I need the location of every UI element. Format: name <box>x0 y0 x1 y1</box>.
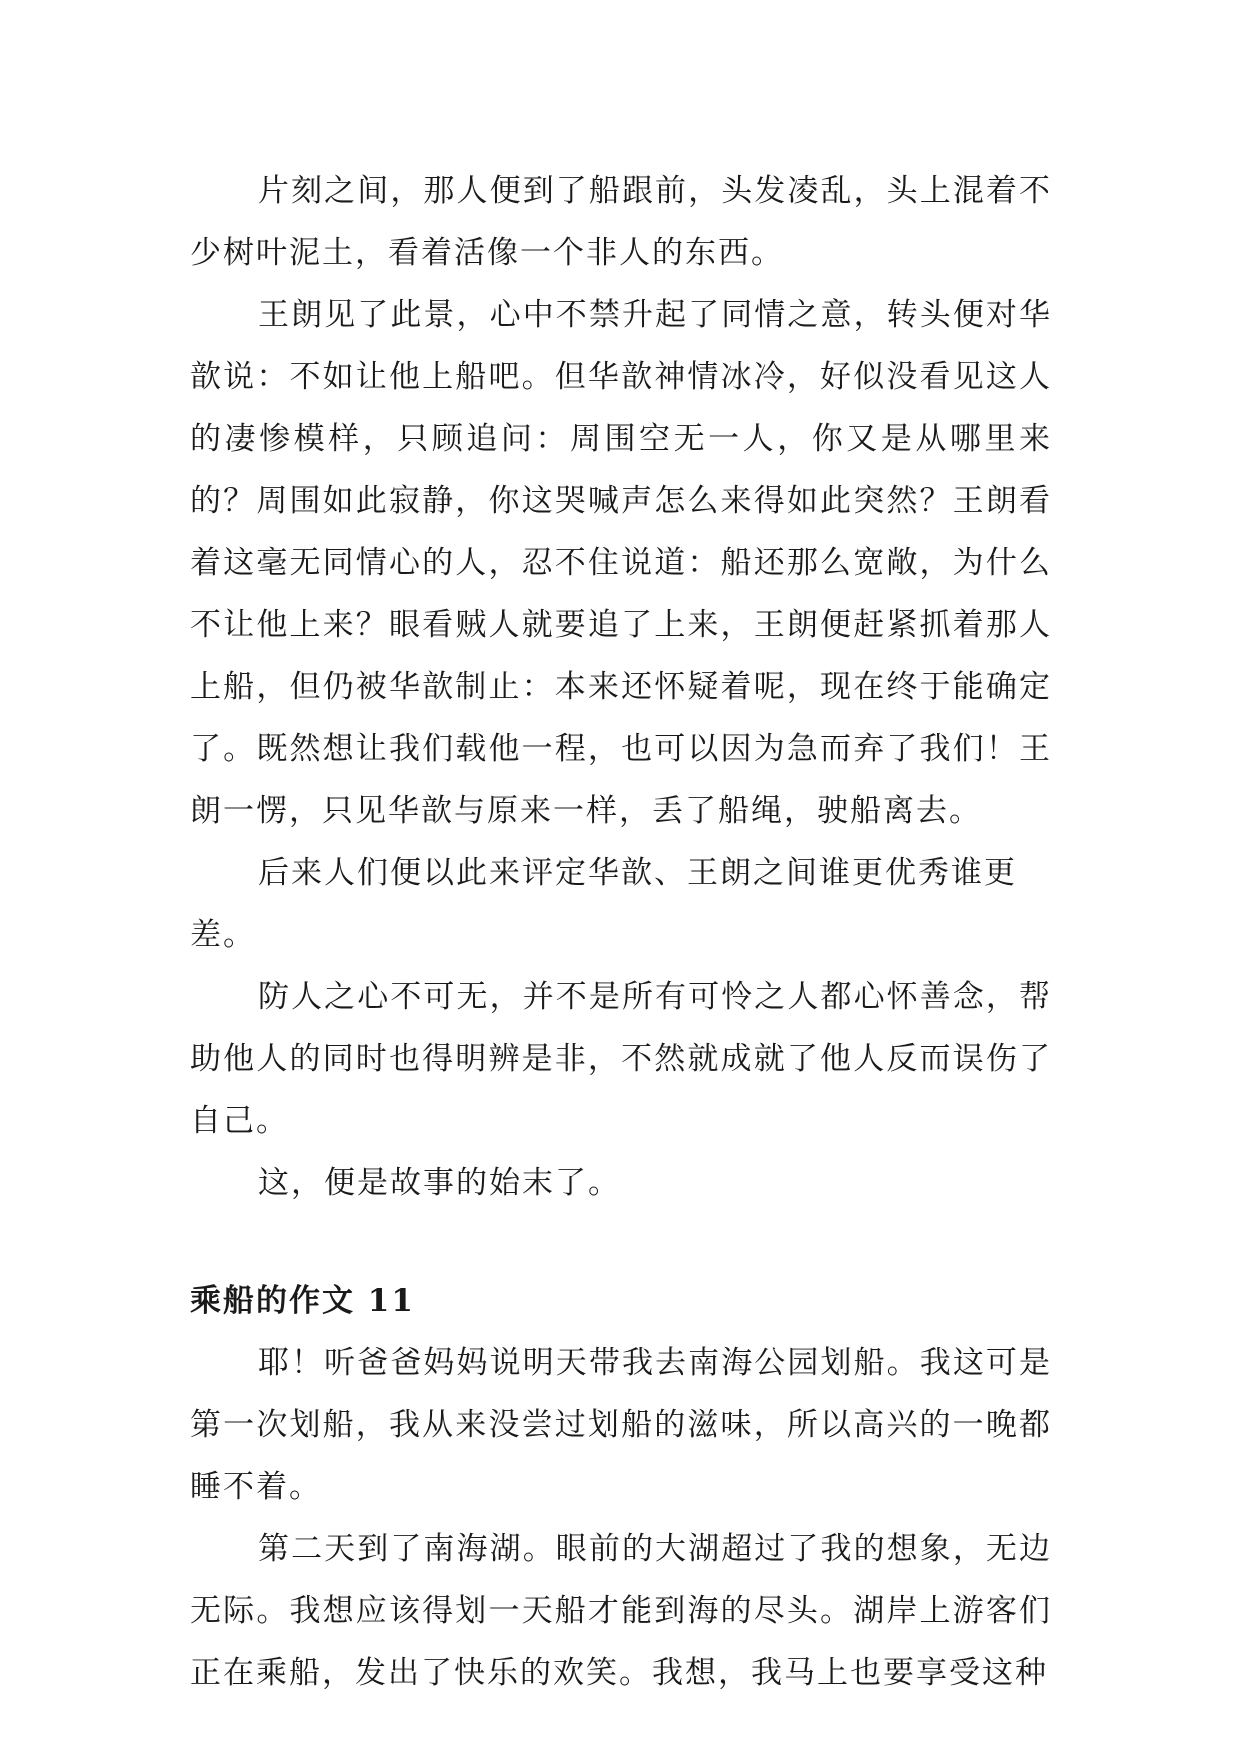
essay-title: 乘船的作文 11 <box>190 1283 415 1319</box>
essay-paragraph: 耶！听爸爸妈妈说明天带我去南海公园划船。我这可是第一次划船，我从来没尝过划船的滋味，所以高兴的一晚都睡不着。 <box>190 1345 1052 1505</box>
story-paragraph: 后来人们便以此来评定华歆、王朗之间谁更优秀谁更差。 <box>190 855 1017 953</box>
document-body <box>190 160 1052 1704</box>
section-spacer <box>190 1214 1052 1270</box>
story-paragraph: 王朗见了此景，心中不禁升起了同情之意，转头便对华歆说：不如让他上船吧。但华歆神情冰冷，好似没看见这人的凄惨模样，只顾追问：周围空无一人，你又是从哪里来的？周围如此寂静，你这哭喊声怎么来得如此突然？王朗看着这毫无同情心的人，忍不住说道：船还那么宽敞，为什么不让他上来？眼看贼人就要追了上来，王朗便赶紧抓着那人上船，但仍被华歆制止：本来还怀疑着呢，现在终于能确定了。既然想让我们载他一程，也可以因为急而弃了我们！王朗一愣，只见华歆与原来一样，丢了船绳，驶船离去。 <box>190 297 1052 829</box>
essay-paragraph: 第二天到了南海湖。眼前的大湖超过了我的想象，无边无际。我想应该得划一天船才能到海的尽头。湖岸上游客们正在乘船，发出了快乐的欢笑。我想，我马上也要享受这种 <box>190 1531 1052 1691</box>
story-paragraph: 这，便是故事的始末了。 <box>258 1165 621 1201</box>
story-paragraph: 防人之心不可无，并不是所有可怜之人都心怀善念，帮助他人的同时也得明辨是非，不然就成就了他人反而误伤了自己。 <box>190 979 1052 1139</box>
story-paragraph: 片刻之间，那人便到了船跟前，头发凌乱，头上混着不少树叶泥土，看着活像一个非人的东西。 <box>190 173 1052 271</box>
